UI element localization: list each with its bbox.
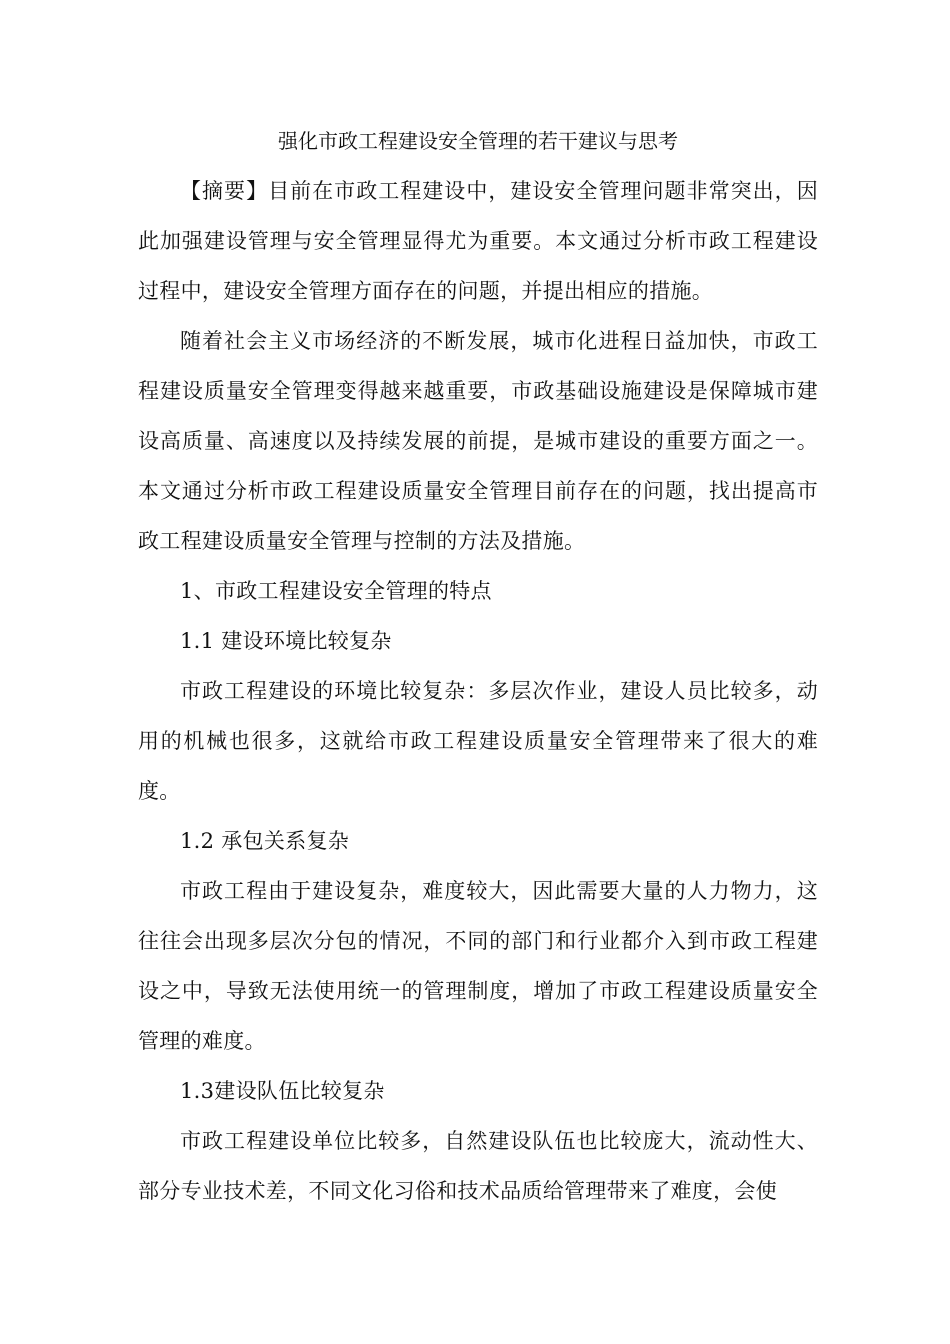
abstract-paragraph: 【摘要】目前在市政工程建设中，建设安全管理问题非常突出，因此加强建设管理与安全管理显得尤为重要。本文通过分析市政工程建设过程中，建设安全管理方面存在的问题，并提出相应的措施。	[138, 179, 818, 303]
document-body	[138, 120, 818, 1216]
body-paragraph-1-1: 市政工程建设的环境比较复杂：多层次作业，建设人员比较多，动用的机械也很多，这就给市政工程建设质量安全管理带来了很大的难度。	[138, 679, 818, 803]
subsection-heading-1-2: 1.2 承包关系复杂	[180, 829, 350, 853]
intro-paragraph: 随着社会主义市场经济的不断发展，城市化进程日益加快，市政工程建设质量安全管理变得越来越重要，市政基础设施建设是保障城市建设高质量、高速度以及持续发展的前提，是城市建设的重要方面之一。本文通过分析市政工程建设质量安全管理目前存在的问题，找出提高市政工程建设质量安全管理与控制的方法及措施。	[138, 329, 818, 553]
body-paragraph-1-3: 市政工程建设单位比较多，自然建设队伍也比较庞大，流动性大、部分专业技术差，不同文化习俗和技术品质给管理带来了难度，会使	[138, 1129, 818, 1203]
section-heading-1: 1、市政工程建设安全管理的特点	[180, 579, 492, 603]
subsection-heading-1-3: 1.3建设队伍比较复杂	[180, 1079, 385, 1103]
body-paragraph-1-2: 市政工程由于建设复杂，难度较大，因此需要大量的人力物力，这往往会出现多层次分包的情况，不同的部门和行业都介入到市政工程建设之中，导致无法使用统一的管理制度，增加了市政工程建设质量安全管理的难度。	[138, 879, 818, 1053]
subsection-heading-1-1: 1.1 建设环境比较复杂	[180, 629, 392, 653]
document-title: 强化市政工程建设安全管理的若干建议与思考	[278, 129, 678, 153]
